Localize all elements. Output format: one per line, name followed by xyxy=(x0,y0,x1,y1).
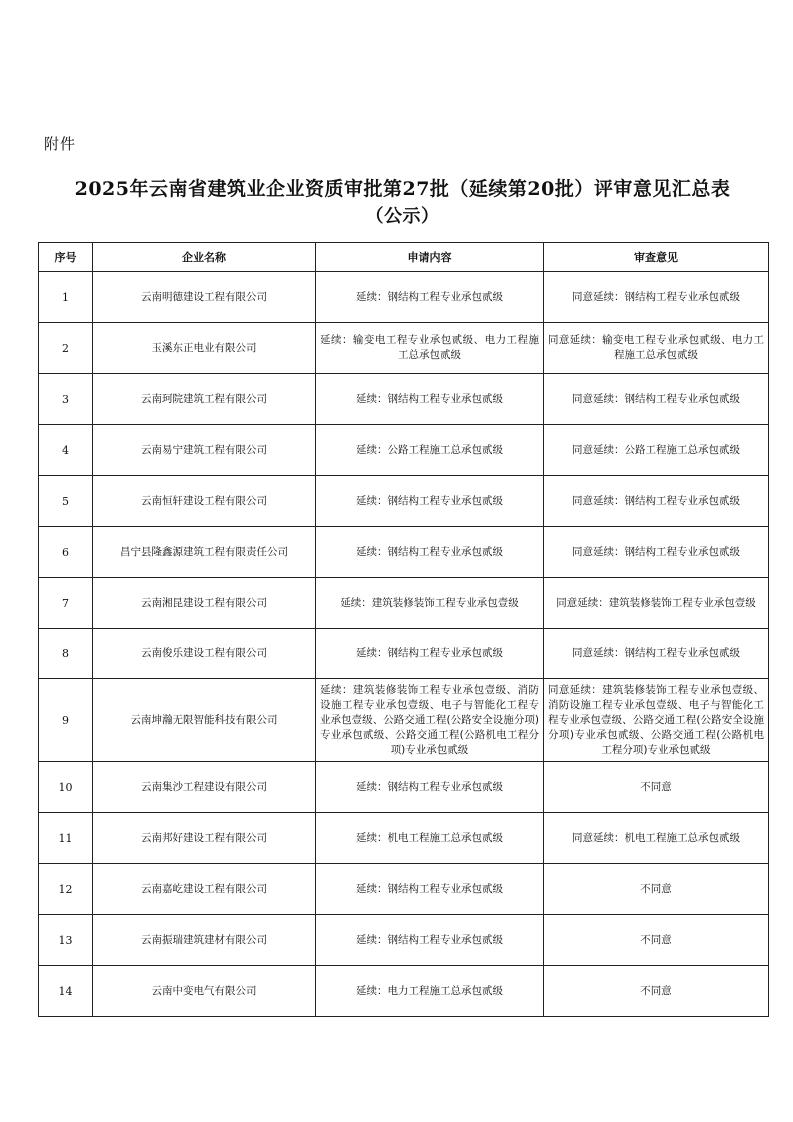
row-number: 14 xyxy=(39,966,93,1017)
table-row xyxy=(39,578,769,629)
header-application-content: 申请内容 xyxy=(316,243,544,272)
application-content: 延续：钢结构工程专业承包贰级 xyxy=(316,762,544,813)
application-content: 延续：钢结构工程专业承包贰级 xyxy=(316,915,544,966)
table-row xyxy=(39,966,769,1017)
application-content: 延续：建筑装修装饰工程专业承包壹级 xyxy=(316,578,544,629)
table-row xyxy=(39,425,769,476)
company-name: 云南振瑞建筑建材有限公司 xyxy=(93,915,316,966)
application-content: 延续：机电工程施工总承包贰级 xyxy=(316,813,544,864)
company-name: 云南集沙工程建设有限公司 xyxy=(93,762,316,813)
application-content: 延续：钢结构工程专业承包贰级 xyxy=(316,374,544,425)
company-name: 云南坤瀚无限智能科技有限公司 xyxy=(93,679,316,762)
application-content: 延续：公路工程施工总承包贰级 xyxy=(316,425,544,476)
table-row xyxy=(39,476,769,527)
application-content: 延续：输变电工程专业承包贰级、电力工程施工总承包贰级 xyxy=(316,323,544,374)
header-company-name: 企业名称 xyxy=(93,243,316,272)
application-content: 延续：电力工程施工总承包贰级 xyxy=(316,966,544,1017)
company-name: 云南恒轩建设工程有限公司 xyxy=(93,476,316,527)
company-name: 云南湘昆建设工程有限公司 xyxy=(93,578,316,629)
page-subtitle: （公示） xyxy=(365,206,440,227)
row-number: 8 xyxy=(39,629,93,679)
review-opinion: 同意延续：建筑装修装饰工程专业承包壹级、消防设施工程专业承包壹级、电子与智能化工程专业承包壹级、公路交通工程(公路安全设施分项)专业承包贰级、公路交通工程(公路机电工程分项)专业承包贰级 xyxy=(544,679,769,762)
header-serial-number: 序号 xyxy=(39,243,93,272)
table-row xyxy=(39,374,769,425)
company-name: 云南明德建设工程有限公司 xyxy=(93,272,316,323)
table-row xyxy=(39,915,769,966)
company-name: 昌宁县隆鑫源建筑工程有限责任公司 xyxy=(93,527,316,578)
review-opinion: 同意延续：建筑装修装饰工程专业承包壹级 xyxy=(544,578,769,629)
page-title: 2025年云南省建筑业企业资质审批第27批（延续第20批）评审意见汇总表 xyxy=(74,178,731,200)
application-content: 延续：钢结构工程专业承包贰级 xyxy=(316,864,544,915)
application-content: 延续：钢结构工程专业承包贰级 xyxy=(316,476,544,527)
company-name: 云南中变电气有限公司 xyxy=(93,966,316,1017)
table-row xyxy=(39,323,769,374)
table-header-row xyxy=(39,243,769,272)
company-name: 云南邦好建设工程有限公司 xyxy=(93,813,316,864)
review-opinion: 同意延续：机电工程施工总承包贰级 xyxy=(544,813,769,864)
table-row xyxy=(39,864,769,915)
row-number: 1 xyxy=(39,272,93,323)
table-row xyxy=(39,629,769,679)
review-opinion: 不同意 xyxy=(544,915,769,966)
company-name: 云南珂院建筑工程有限公司 xyxy=(93,374,316,425)
header-review-opinion: 审查意见 xyxy=(544,243,769,272)
review-opinion: 同意延续：钢结构工程专业承包贰级 xyxy=(544,476,769,527)
company-name: 玉溪东正电业有限公司 xyxy=(93,323,316,374)
review-summary-table xyxy=(38,242,769,1017)
application-content: 延续：钢结构工程专业承包贰级 xyxy=(316,272,544,323)
company-name: 云南嘉屹建设工程有限公司 xyxy=(93,864,316,915)
review-opinion: 同意延续：钢结构工程专业承包贰级 xyxy=(544,374,769,425)
review-opinion: 同意延续：输变电工程专业承包贰级、电力工程施工总承包贰级 xyxy=(544,323,769,374)
review-opinion: 同意延续：钢结构工程专业承包贰级 xyxy=(544,629,769,679)
row-number: 12 xyxy=(39,864,93,915)
application-content: 延续：钢结构工程专业承包贰级 xyxy=(316,527,544,578)
table-row xyxy=(39,272,769,323)
review-opinion: 不同意 xyxy=(544,762,769,813)
company-name: 云南俊乐建设工程有限公司 xyxy=(93,629,316,679)
table-row xyxy=(39,762,769,813)
row-number: 4 xyxy=(39,425,93,476)
review-opinion: 不同意 xyxy=(544,864,769,915)
review-opinion: 同意延续：钢结构工程专业承包贰级 xyxy=(544,272,769,323)
review-opinion: 同意延续：公路工程施工总承包贰级 xyxy=(544,425,769,476)
application-content: 延续：建筑装修装饰工程专业承包壹级、消防设施工程专业承包壹级、电子与智能化工程专业承包壹级、公路交通工程(公路安全设施分项)专业承包贰级、公路交通工程(公路机电工程分项)专业承包贰级 xyxy=(316,679,544,762)
row-number: 7 xyxy=(39,578,93,629)
row-number: 6 xyxy=(39,527,93,578)
row-number: 5 xyxy=(39,476,93,527)
row-number: 3 xyxy=(39,374,93,425)
review-opinion: 同意延续：钢结构工程专业承包贰级 xyxy=(544,527,769,578)
table-row xyxy=(39,813,769,864)
table-row xyxy=(39,527,769,578)
row-number: 13 xyxy=(39,915,93,966)
row-number: 11 xyxy=(39,813,93,864)
application-content: 延续：钢结构工程专业承包贰级 xyxy=(316,629,544,679)
attachment-label: 附件 xyxy=(44,135,77,153)
review-opinion: 不同意 xyxy=(544,966,769,1017)
table-row xyxy=(39,679,769,762)
company-name: 云南易宁建筑工程有限公司 xyxy=(93,425,316,476)
row-number: 9 xyxy=(39,679,93,762)
row-number: 10 xyxy=(39,762,93,813)
row-number: 2 xyxy=(39,323,93,374)
